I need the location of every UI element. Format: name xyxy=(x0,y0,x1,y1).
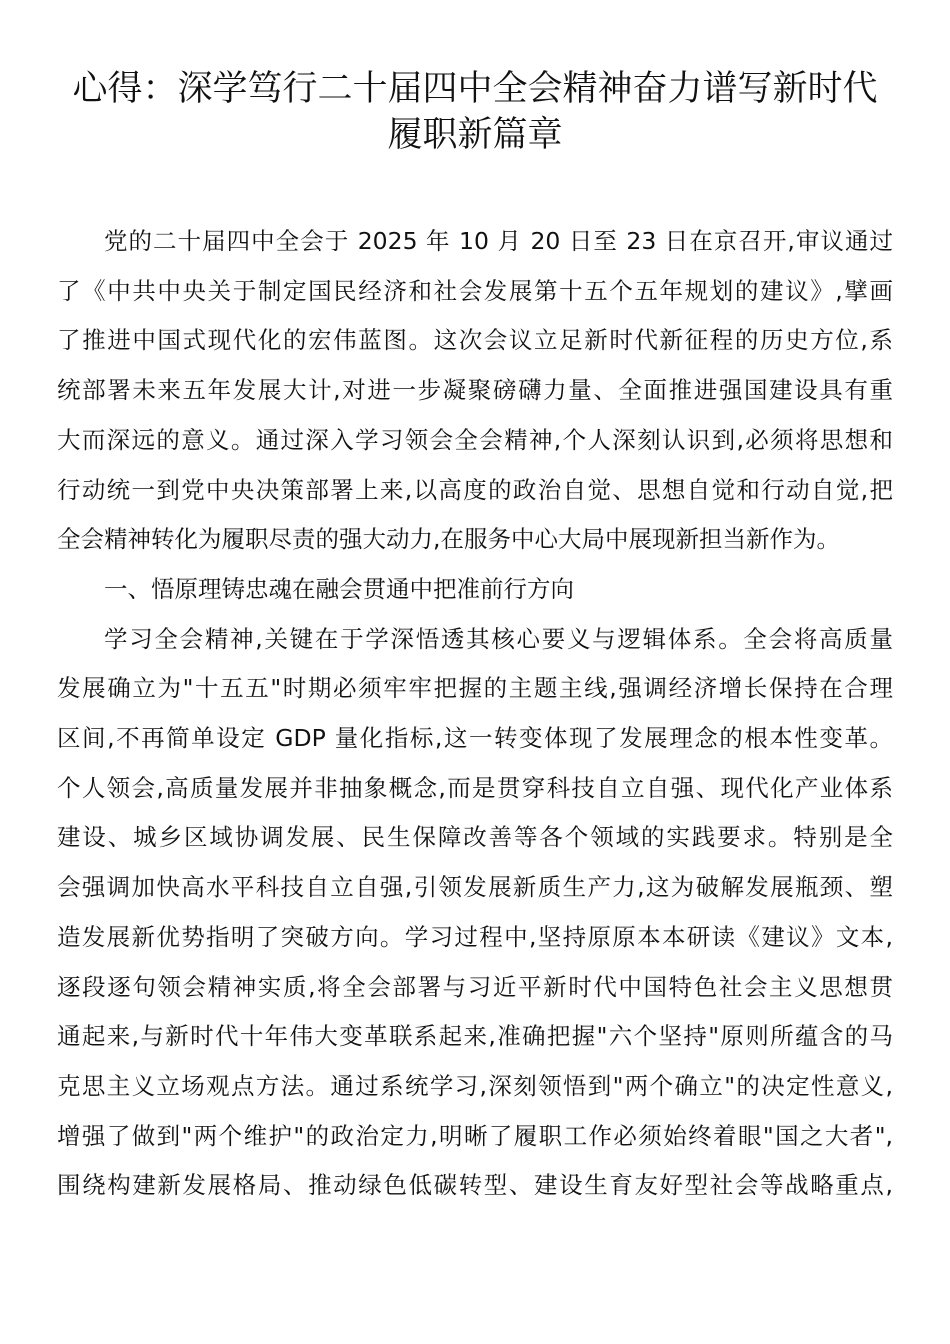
text-line: 了推进中国式现代化的宏伟蓝图。这次会议立足新时代新征程的历史方位,系 xyxy=(57,326,893,355)
section-heading-1 xyxy=(57,565,893,615)
text-line: 区间,不再简单设定 GDP 量化指标,这一转变体现了发展理念的根本性变革。 xyxy=(57,724,893,753)
section-heading-text: 一、悟原理铸忠魂在融会贯通中把准前行方向 xyxy=(104,574,574,603)
text-line: 会强调加快高水平科技自立自强,引领发展新质生产力,这为破解发展瓶颈、塑 xyxy=(57,873,893,902)
text-line: 统部署未来五年发展大计,对进一步凝聚磅礴力量、全面推进强国建设具有重 xyxy=(57,376,893,405)
text-line: 了《中共中央关于制定国民经济和社会发展第十五个五年规划的建议》,擘画 xyxy=(57,276,893,305)
text-line: 克思主义立场观点方法。通过系统学习,深刻领悟到"两个确立"的决定性意义, xyxy=(57,1071,893,1100)
text-line: 建设、城乡区域协调发展、民生保障改善等各个领域的实践要求。特别是全 xyxy=(57,823,893,852)
text-line: 围绕构建新发展格局、推动绿色低碳转型、建设生育友好型社会等战略重点, xyxy=(57,1171,893,1200)
text-line: 学习全会精神,关键在于学深悟透其核心要义与逻辑体系。全会将高质量 xyxy=(104,624,893,653)
text-line: 逐段逐句领会精神实质,将全会部署与习近平新时代中国特色社会主义思想贯 xyxy=(57,972,893,1001)
document-title xyxy=(57,66,893,158)
title-line-2: 履职新篇章 xyxy=(387,115,563,155)
text-line: 行动统一到党中央决策部署上来,以高度的政治自觉、思想自觉和行动自觉,把 xyxy=(57,475,893,504)
text-line: 造发展新优势指明了突破方向。学习过程中,坚持原原本本研读《建议》文本, xyxy=(57,922,893,951)
text-line: 发展确立为"十五五"时期必须牢牢把握的主题主线,强调经济增长保持在合理 xyxy=(57,674,893,703)
paragraph-intro xyxy=(57,217,893,565)
text-line: 党的二十届四中全会于 2025 年 10 月 20 日至 23 日在京召开,审议通过 xyxy=(104,227,893,255)
title-line-1: 心得：深学笃行二十届四中全会精神奋力谱写新时代 xyxy=(72,69,878,109)
text-line: 大而深远的意义。通过深入学习领会全会精神,个人深刻认识到,必须将思想和 xyxy=(57,425,893,454)
document-body xyxy=(57,217,893,1211)
text-line: 增强了做到"两个维护"的政治定力,明晰了履职工作必须始终着眼"国之大者", xyxy=(57,1121,893,1150)
text-line: 个人领会,高质量发展并非抽象概念,而是贯穿科技自立自强、现代化产业体系 xyxy=(57,773,893,802)
text-line: 全会精神转化为履职尽责的强大动力,在服务中心大局中展现新担当新作为。 xyxy=(57,525,840,554)
text-line: 通起来,与新时代十年伟大变革联系起来,准确把握"六个坚持"原则所蕴含的马 xyxy=(57,1022,893,1051)
paragraph-section-1 xyxy=(57,615,893,1211)
